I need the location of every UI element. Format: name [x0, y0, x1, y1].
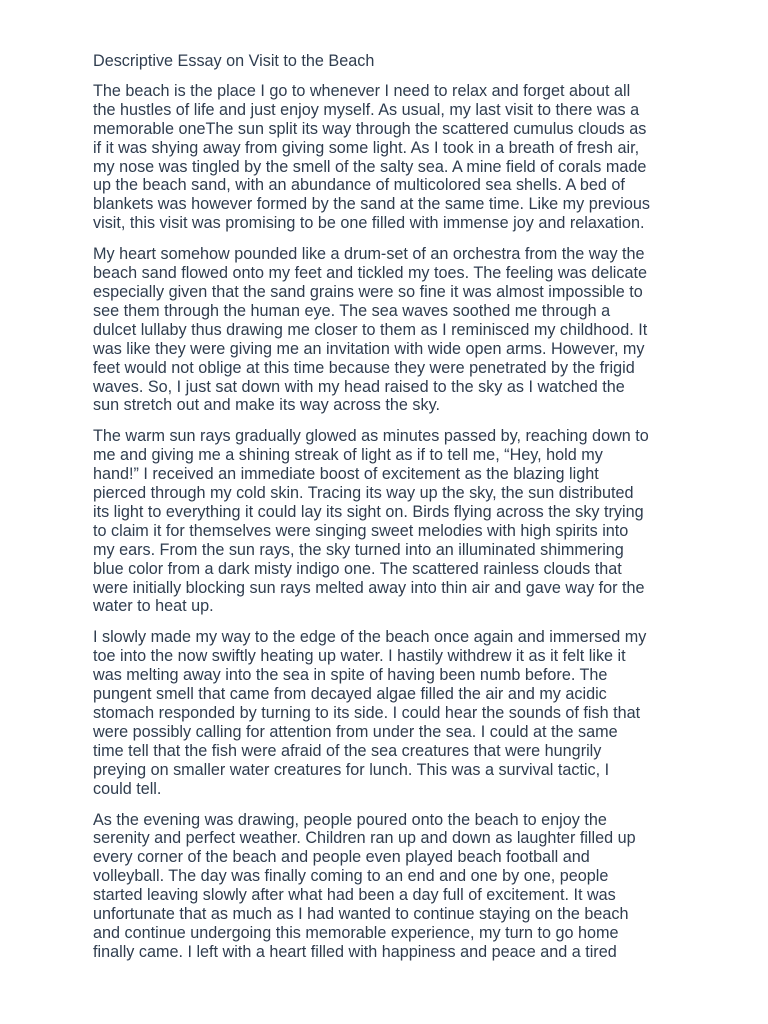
- text-line: serenity and perfect weather. Children ran up and down as laughter filled up: [93, 829, 636, 848]
- text-line: were initially blocking sun rays melted away into thin air and gave way for the: [93, 578, 645, 597]
- text-line: every corner of the beach and people even played beach football and: [93, 848, 590, 867]
- text-line: especially given that the sand grains were so fine it was almost impossible to: [93, 282, 643, 301]
- text-line: stomach responded by turning to its side. I could hear the sounds of fish that: [93, 704, 641, 722]
- text-line: As the evening was drawing, people poured onto the beach to enjoy the: [93, 810, 607, 829]
- text-line: its light to everything it could lay its sight on. Birds flying across the sky trying: [93, 502, 644, 521]
- text-line: the hustles of life and just enjoy myself. As usual, my last visit to there was a: [93, 100, 640, 119]
- text-line: My heart somehow pounded like a drum-set of an orchestra from the way the: [93, 245, 645, 264]
- text-line: time tell that the fish were afraid of the sea creatures that were hungrily: [93, 741, 602, 760]
- text-line: memorable oneThe sun split its way through the scattered cumulus clouds as: [93, 119, 647, 138]
- text-line: was melting away into the sea in spite of having been numb before. The: [93, 666, 608, 685]
- text-line: finally came. I left with a heart filled with happiness and peace and a tired: [93, 942, 617, 961]
- text-line: my ears. From the sun rays, the sky turned into an illuminated shimmering: [93, 540, 624, 559]
- text-line: to claim it for themselves were singing sweet melodies with high spirits into: [93, 521, 629, 540]
- paragraph: [93, 82, 699, 233]
- text-line: I slowly made my way to the edge of the beach once again and immersed my: [93, 628, 647, 647]
- text-line: hand!” I received an immediate boost of excitement as the blazing light: [93, 465, 599, 484]
- text-line: visit, this visit was promising to be one filled with immense joy and relaxation.: [93, 214, 645, 233]
- text-line: toe into the now swiftly heating up water. I hastily withdrew it as it felt like it: [93, 647, 626, 666]
- text-line: waves. So, I just sat down with my head raised to the sky as I watched the: [93, 377, 625, 396]
- text-line: blankets was however formed by the sand at the same time. Like my previous: [93, 195, 650, 214]
- text-line: could tell.: [93, 779, 162, 798]
- text-line: blue color from a dark misty indigo one. The scattered rainless clouds that: [93, 559, 622, 578]
- document-body: [93, 82, 699, 962]
- text-line: see them through the human eye. The sea waves soothed me through a: [93, 301, 611, 320]
- text-line: if it was shying away from giving some light. As I took in a breath of fresh air,: [93, 138, 640, 157]
- document-title: Descriptive Essay on Visit to the Beach: [93, 52, 375, 70]
- text-line: were possibly calling for attention from under the sea. I could at the same: [93, 722, 618, 741]
- paragraph: [93, 628, 699, 798]
- text-line: me and giving me a shining streak of light as if to tell me, “Hey, hold my: [93, 446, 603, 465]
- text-line: my nose was tingled by the smell of the salty sea. A mine field of corals made: [93, 157, 647, 176]
- paragraph: [93, 427, 699, 616]
- text-line: unfortunate that as much as I had wanted to continue staying on the beach: [93, 905, 629, 924]
- paragraph: [93, 811, 699, 962]
- text-line: water to heat up.: [93, 597, 214, 616]
- text-line: was like they were giving me an invitation with wide open arms. However, my: [93, 339, 645, 358]
- text-line: The warm sun rays gradually glowed as minutes passed by, reaching down to: [93, 427, 649, 446]
- text-line: sun stretch out and make its way across the sky.: [93, 396, 440, 415]
- document-page: [93, 52, 699, 974]
- text-line: dulcet lullaby thus drawing me closer to them as I reminisced my childhood. It: [93, 320, 648, 339]
- text-line: pierced through my cold skin. Tracing its way up the sky, the sun distributed: [93, 484, 634, 503]
- text-line: beach sand flowed onto my feet and tickled my toes. The feeling was delicate: [93, 264, 647, 283]
- text-line: and continue undergoing this memorable experience, my turn to go home: [93, 923, 619, 942]
- text-line: volleyball. The day was finally coming to an end and one by one, people: [93, 867, 609, 886]
- text-line: pungent smell that came from decayed algae filled the air and my acidic: [93, 685, 607, 704]
- text-line: started leaving slowly after what had been a day full of excitement. It was: [93, 886, 616, 905]
- paragraph: [93, 245, 699, 415]
- text-line: feet would not oblige at this time because they were penetrated by the frigid: [93, 358, 635, 377]
- text-line: The beach is the place I go to whenever I need to relax and forget about all: [93, 81, 631, 100]
- text-line: up the beach sand, with an abundance of multicolored sea shells. A bed of: [93, 176, 625, 195]
- text-line: preying on smaller water creatures for lunch. This was a survival tactic, I: [93, 760, 610, 779]
